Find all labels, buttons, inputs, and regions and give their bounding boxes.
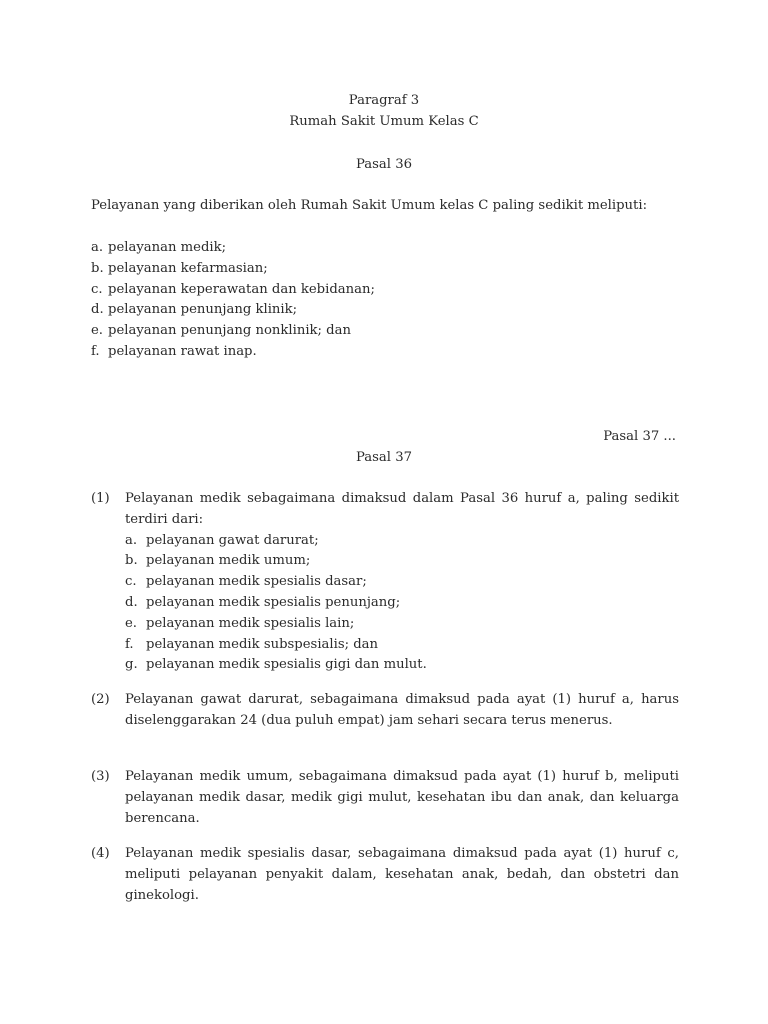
list-text: pelayanan medik spesialis lain; <box>146 615 355 631</box>
list-marker: b. <box>125 553 138 569</box>
list-item <box>125 551 679 572</box>
list-item <box>125 614 679 635</box>
ayat-1-list <box>125 531 679 677</box>
pasal-36-intro: Pelayanan yang diberikan oleh Rumah Sakit Umum kelas C paling sedikit meliputi: <box>91 198 648 213</box>
ayat-text: Pelayanan gawat darurat, sebagaimana dimaksud pada ayat (1) huruf a, harus diselenggarakan 24 (dua puluh empat) jam sehari secara terus menerus. <box>125 692 679 728</box>
ayat-number: (2) <box>91 692 110 707</box>
list-marker: a. <box>91 240 104 255</box>
list-text: pelayanan medik; <box>108 240 227 255</box>
list-marker: e. <box>125 615 137 631</box>
list-marker: f. <box>125 636 134 652</box>
ayat-3 <box>91 767 679 829</box>
list-marker: f. <box>91 343 100 359</box>
list-item <box>125 655 679 676</box>
ayat-text: Pelayanan medik spesialis dasar, sebagaimana dimaksud pada ayat (1) huruf c, meliputi pelayanan penyakit dalam, kesehatan anak, bedah, dan obstetri dan ginekologi. <box>125 846 679 903</box>
list-text: pelayanan gawat darurat; <box>146 532 319 548</box>
list-item <box>125 531 679 552</box>
ayat-text: Pelayanan medik umum, sebagaimana dimaksud pada ayat (1) huruf b, meliputi pelayanan medik dasar, medik gigi mulut, kesehatan ibu dan anak, dan keluarga berencana. <box>125 769 679 826</box>
list-item <box>91 342 678 363</box>
list-marker: e. <box>91 323 103 339</box>
list-text: pelayanan medik spesialis gigi dan mulut. <box>146 657 427 673</box>
list-item <box>91 238 678 259</box>
list-marker: d. <box>125 594 138 610</box>
list-marker: a. <box>125 532 138 548</box>
list-text: pelayanan keperawatan dan kebidanan; <box>108 281 375 297</box>
list-text: pelayanan kefarmasian; <box>108 260 268 276</box>
pasal-36-list <box>91 238 678 363</box>
list-item <box>91 259 678 280</box>
list-item <box>125 572 679 593</box>
list-marker: d. <box>91 302 104 318</box>
pasal-36-title: Pasal 36 <box>356 157 412 172</box>
continuation-marker: Pasal 37 ... <box>603 429 676 444</box>
ayat-1 <box>91 489 679 676</box>
list-text: pelayanan medik subspesialis; dan <box>146 636 379 652</box>
list-marker: g. <box>125 657 138 673</box>
section-title: Rumah Sakit Umum Kelas C <box>289 114 479 129</box>
list-text: pelayanan rawat inap. <box>108 343 257 359</box>
ayat-4 <box>91 844 679 906</box>
list-text: pelayanan medik spesialis penunjang; <box>146 594 401 610</box>
list-item <box>125 593 679 614</box>
ayat-text: Pelayanan medik sebagaimana dimaksud dalam Pasal 36 huruf a, paling sedikit terdiri dari: <box>125 491 679 527</box>
list-item <box>91 321 678 342</box>
pasal-37-title: Pasal 37 <box>356 450 412 465</box>
ayat-number: (4) <box>91 846 110 861</box>
list-text: pelayanan medik umum; <box>146 553 311 569</box>
list-text: pelayanan medik spesialis dasar; <box>146 574 367 590</box>
paragraf-heading: Paragraf 3 <box>348 93 420 108</box>
ayat-2 <box>91 690 679 732</box>
list-item <box>125 635 679 656</box>
list-text: pelayanan penunjang klinik; <box>108 302 298 318</box>
ayat-number: (1) <box>91 491 110 506</box>
list-item <box>91 280 678 301</box>
list-item <box>91 300 678 321</box>
ayat-number: (3) <box>91 769 110 784</box>
list-marker: c. <box>125 574 137 590</box>
list-marker: c. <box>91 281 103 297</box>
list-marker: b. <box>91 260 104 276</box>
list-text: pelayanan penunjang nonklinik; dan <box>108 323 351 339</box>
